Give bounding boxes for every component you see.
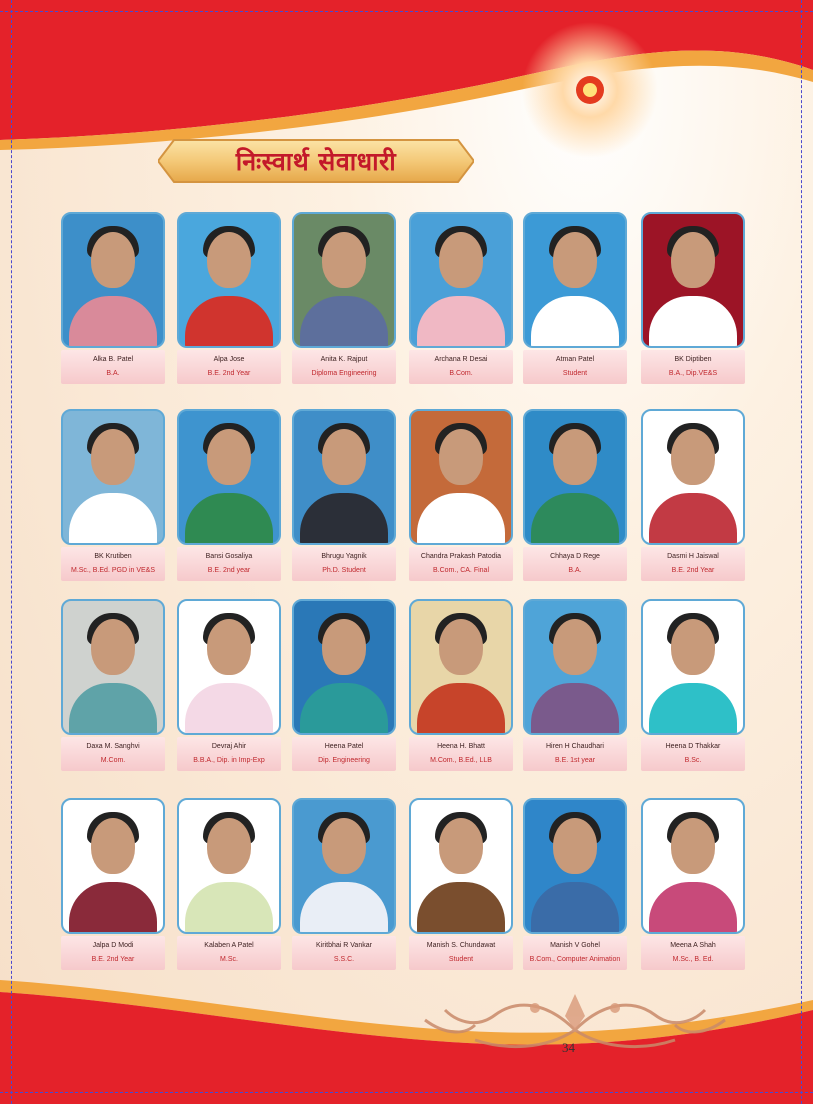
member-card [523, 409, 627, 581]
member-caption [61, 350, 165, 384]
member-name: Chhaya D Rege [550, 553, 600, 560]
member-qualification: M.Com., B.Ed., LLB [430, 757, 492, 764]
member-qualification: Ph.D. Student [322, 567, 366, 574]
member-caption [409, 737, 513, 771]
member-caption [409, 547, 513, 581]
member-caption [641, 936, 745, 970]
member-qualification: B.Sc. [684, 757, 702, 764]
member-name: Devraj Ahir [211, 743, 247, 750]
member-card [61, 212, 165, 384]
member-name: Heena D Thakkar [665, 743, 721, 750]
member-photo [292, 409, 396, 545]
member-qualification: B.A., Dip.VE&S [668, 370, 718, 377]
member-caption [292, 737, 396, 771]
member-photo [177, 599, 281, 735]
member-qualification: Dip. Engineering [318, 757, 370, 764]
member-name: Heena Patel [324, 743, 364, 750]
member-card [292, 599, 396, 771]
member-photo [61, 599, 165, 735]
member-qualification: B.B.A., Dip. in Imp-Exp [193, 757, 265, 764]
member-photo [641, 212, 745, 348]
member-name: Bansi Gosaliya [205, 553, 253, 560]
member-card [177, 212, 281, 384]
member-card [523, 599, 627, 771]
member-photo [409, 599, 513, 735]
member-qualification: B.E. 2nd Year [671, 567, 715, 574]
member-name: Kalaben A Patel [204, 942, 254, 949]
member-photo [292, 599, 396, 735]
member-card [292, 798, 396, 970]
member-qualification: M.Sc., B. Ed. [672, 956, 714, 963]
member-name: Hiren H Chaudhari [546, 743, 604, 750]
member-card [177, 798, 281, 970]
member-qualification: B.A. [106, 370, 120, 377]
member-photo [641, 409, 745, 545]
member-photo [292, 212, 396, 348]
member-caption [292, 350, 396, 384]
member-caption [61, 737, 165, 771]
member-photo [523, 599, 627, 735]
member-card [523, 798, 627, 970]
member-photo [523, 798, 627, 934]
member-name: Kiritbhai R Vankar [316, 942, 372, 949]
member-qualification: B.E. 2nd year [207, 567, 251, 574]
member-card [409, 599, 513, 771]
member-qualification: B.Com. [449, 370, 473, 377]
member-caption [177, 936, 281, 970]
member-caption [641, 737, 745, 771]
member-photo [641, 599, 745, 735]
member-name: Atman Patel [555, 356, 595, 363]
member-card [523, 212, 627, 384]
member-qualification: B.A. [568, 567, 582, 574]
member-name: Archana R Desai [434, 356, 488, 363]
member-name: Daxa M. Sanghvi [86, 743, 140, 750]
member-photo [409, 798, 513, 934]
member-photo [409, 212, 513, 348]
member-photo [61, 798, 165, 934]
member-name: Dasmi H Jaiswal [667, 553, 719, 560]
trim-line-top [0, 11, 813, 12]
member-caption [641, 547, 745, 581]
member-qualification: M.Sc., B.Ed. PGD in VE&S [70, 567, 156, 574]
trim-line-right [801, 0, 802, 1104]
member-photo [292, 798, 396, 934]
member-caption [177, 350, 281, 384]
member-card [292, 212, 396, 384]
member-card [409, 798, 513, 970]
page-number: 34 [562, 1040, 575, 1055]
member-caption [292, 936, 396, 970]
member-caption [409, 936, 513, 970]
member-photo [641, 798, 745, 934]
member-card [61, 599, 165, 771]
member-caption [523, 737, 627, 771]
member-name: Jalpa D Modi [92, 942, 134, 949]
member-qualification: B.Com., CA. Final [432, 567, 489, 574]
member-card [292, 409, 396, 581]
member-photo [177, 798, 281, 934]
member-qualification: B.Com., Computer Animation [529, 956, 621, 963]
member-name: Anita K. Rajput [320, 356, 368, 363]
member-card [177, 409, 281, 581]
member-caption [61, 547, 165, 581]
member-qualification: M.Sc. [220, 956, 238, 963]
member-caption [523, 547, 627, 581]
member-caption [523, 350, 627, 384]
member-card [641, 599, 745, 771]
member-name: Manish V Gohel [550, 942, 600, 949]
member-name: Chandra Prakash Patodia [420, 553, 502, 560]
member-name: BK Diptiben [674, 356, 712, 363]
member-caption [641, 350, 745, 384]
member-card [61, 409, 165, 581]
member-qualification: Diploma Engineering [311, 370, 377, 377]
member-name: Meena A Shah [670, 942, 716, 949]
member-photo [61, 409, 165, 545]
member-caption [177, 547, 281, 581]
member-card [641, 409, 745, 581]
member-name: Heena H. Bhatt [437, 743, 485, 750]
member-qualification: S.S.C. [333, 956, 355, 963]
member-qualification: M.Com. [100, 757, 126, 764]
member-name: BK Krutiben [94, 553, 132, 560]
member-photo [409, 409, 513, 545]
member-qualification: B.E. 1st year [554, 757, 596, 764]
member-caption [177, 737, 281, 771]
trim-line-bottom [0, 1092, 813, 1093]
sunburst-logo [520, 20, 660, 160]
member-photo [177, 212, 281, 348]
member-photo [523, 212, 627, 348]
member-caption [523, 936, 627, 970]
member-card [409, 409, 513, 581]
member-photo [523, 409, 627, 545]
floral-ornament [405, 990, 745, 1060]
member-caption [292, 547, 396, 581]
member-qualification: B.E. 2nd Year [207, 370, 251, 377]
member-name: Alka B. Patel [92, 356, 134, 363]
member-name: Alpa Jose [213, 356, 245, 363]
member-qualification: Student [562, 370, 588, 377]
member-card [61, 798, 165, 970]
member-qualification: B.E. 2nd Year [91, 956, 135, 963]
member-caption [61, 936, 165, 970]
member-photo [177, 409, 281, 545]
member-card [641, 798, 745, 970]
top-wave-decoration [0, 0, 813, 150]
page-title: निःस्वार्थ सेवाधारी [235, 147, 397, 176]
member-card [641, 212, 745, 384]
member-name: Manish S. Chundawat [426, 942, 496, 949]
member-qualification: Student [448, 956, 474, 963]
member-name: Bhrugu Yagnik [321, 553, 367, 560]
member-photo [61, 212, 165, 348]
member-card [409, 212, 513, 384]
member-caption [409, 350, 513, 384]
member-card [177, 599, 281, 771]
trim-line-left [11, 0, 12, 1104]
